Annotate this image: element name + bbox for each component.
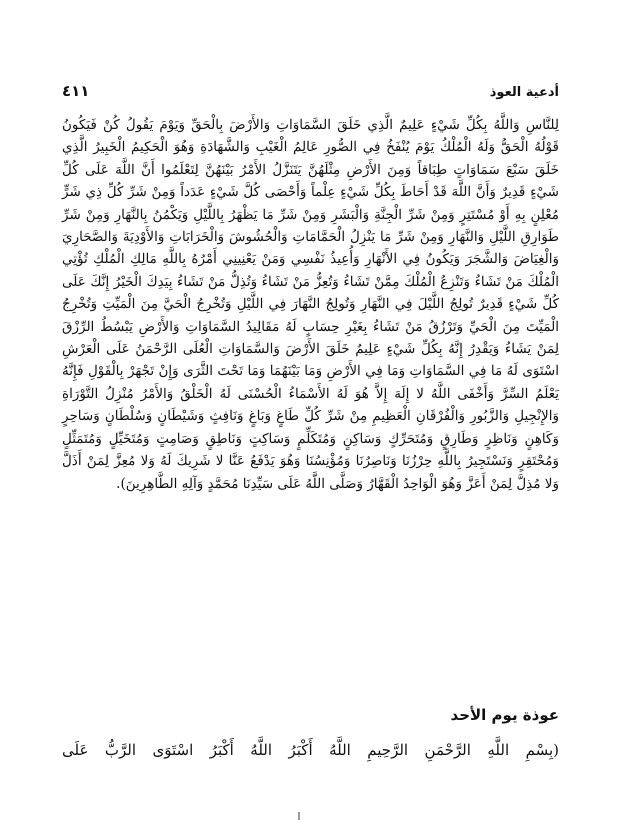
section-heading: عوذة يوم الأحد [450,706,559,724]
running-title: أدعية العوذ [489,85,559,100]
page-number: ٤١١ [62,82,90,100]
body-paragraph: لِلنَّاسِ وَاللَّهُ بِكُلِّ شَيْءٍ عَلِيمٌ الَّذِي خَلَقَ السَّمَاوَاتِ وَالأَرْضَ بِالْحَقِّ وَيَوْمَ يَقُولُ كُنْ فَيَكُونُ قَوْلُهُ الْحَقُّ وَلَهُ الْمُلْكُ يَوْمَ يُنْفَخُ فِي الصُّورِ عَالِمُ الْغَيْبِ وَالشَّهَادَةِ وَهُوَ الْحَكِيمُ الْخَبِيرُ الَّذِي خَلَقَ سَبْعَ سَمَاوَاتٍ طِبَاقاً وَمِنَ الأَرْضِ مِثْلَهُنَّ يَتَنَزَّلُ الأَمْرُ بَيْنَهُنَّ لِتَعْلَمُوا أَنَّ اللَّهَ عَلَى كُلِّ شَيْءٍ قَدِيرٌ وَأَنَّ اللَّهَ قَدْ أَحَاطَ بِكُلِّ شَيْءٍ عِلْماً وَأَحْصَى كُلَّ شَيْءٍ عَدَداً وَمِنْ شَرِّ كُلِّ ذِي شَرٍّ مُعْلِنٍ بِهِ أَوْ مُسْتَتِرٍ وَمِنْ شَرِّ الْجِنَّةِ وَالْبَشَرِ وَمِنْ شَرِّ مَا يَظْهَرُ بِاللَّيْلِ وَيَكْمُنُ بِالنَّهَارِ وَمِنْ شَرِّ طَوَارِقِ اللَّيْلِ وَالنَّهَارِ وَمِنْ شَرِّ مَا يَنْزِلُ الْحَمَّامَاتِ وَالْحُشُوشَ وَالْخَرَابَاتِ وَالأَوْدِيَةَ وَالصَّحَارِيَ وَالْغِيَاضَ وَالشَّجَرَ وَيَكُونُ فِي الأَنْهَارِ وَأُعِيذُ نَفْسِي وَمَنْ يَعْنِينِي أَمْرُهُ بِاللَّهِ مَالِكِ الْمُلْكِ تُؤْتِي الْمُلْكَ مَنْ تَشَاءُ وَتَنْزِعُ الْمُلْكَ مِمَّنْ تَشَاءُ وَتُعِزُّ مَنْ تَشَاءُ وَتُذِلُّ مَنْ تَشَاءُ بِيَدِكَ الْخَيْرُ إِنَّكَ عَلَى كُلِّ شَيْءٍ قَدِيرٌ تُولِجُ اللَّيْلَ فِي النَّهَارِ وَتُولِجُ النَّهَارَ فِي اللَّيْلِ وَتُخْرِجُ الْحَيَّ مِنَ الْمَيِّتِ وَتُخْرِجُ الْمَيِّتَ مِنَ الْحَيِّ وَتَرْزُقُ مَنْ تَشَاءُ بِغَيْرِ حِسَابٍ لَهُ مَقَالِيدُ السَّمَاوَاتِ وَالأَرْضِ يَبْسُطُ الرِّزْقَ لِمَنْ يَشَاءُ وَيَقْدِرُ إِنَّهُ بِكُلِّ شَيْءٍ عَلِيمٌ خَلَقَ الأَرْضَ وَالسَّمَاوَاتِ الْعُلَى الرَّحْمَنُ عَلَى الْعَرْشِ اسْتَوَى لَهُ مَا فِي السَّمَاوَاتِ وَمَا فِي الأَرْضِ وَمَا بَيْنَهُمَا وَمَا تَحْتَ الثَّرَى وَإِنْ تَجْهَرْ بِالْقَوْلِ فَإِنَّهُ يَعْلَمُ السِّرَّ وَأَخْفَى اللَّهُ لا إِلَهَ إِلاَّ هُوَ لَهُ الأَسْمَاءُ الْحُسْنَى لَهُ الْخَلْقُ وَالأَمْرُ مُنْزِلُ التَّوْرَاةِ وَالإِنْجِيلِ وَالزَّبُورِ وَالْفُرْقَانِ الْعَظِيمِ مِنْ شَرِّ كُلِّ طَاغٍ وَبَاغٍ وَنَافِثٍ وَشَيْطَانٍ وَسُلْطَانٍ وَسَاحِرٍ وَكَاهِنٍ وَنَاظِرٍ وَطَارِقٍ وَمُتَحَرِّكٍ وَسَاكِنٍ وَمُتَكَلِّمٍ وَسَاكِتٍ وَنَاطِقٍ وَصَامِتٍ وَمُتَخَيِّلٍ وَمُتَمَثِّلٍ وَمُحْتَقِرٍ وَنَسْتَجِيرُ بِاللَّهِ حِرْزُنَا وَنَاصِرُنَا وَمُؤْنِسُنَا وَهُوَ يَدْفَعُ عَنَّا لا شَرِيكَ لَهُ وَلا مُعِزَّ لِمَنْ أَذَلَّ وَلا مُذِلَّ لِمَنْ أَعَزَّ وَهُوَ الْوَاحِدُ الْقَهَّارُ وَصَلَّى اللَّهُ عَلَى سَيِّدِنَا مُحَمَّدٍ وَآلِهِ الطَّاهِرِينَ). [62,117,559,492]
page-edge-mark [298,812,300,820]
section-opening-line: (بِسْمِ اللَّهِ الرَّحْمَنِ الرَّحِيمِ اللَّهُ أَكْبَرُ اللَّهُ أَكْبَرُ اسْتَوَى الرَّبُّ عَلَى [62,741,559,759]
page-header [62,78,559,100]
